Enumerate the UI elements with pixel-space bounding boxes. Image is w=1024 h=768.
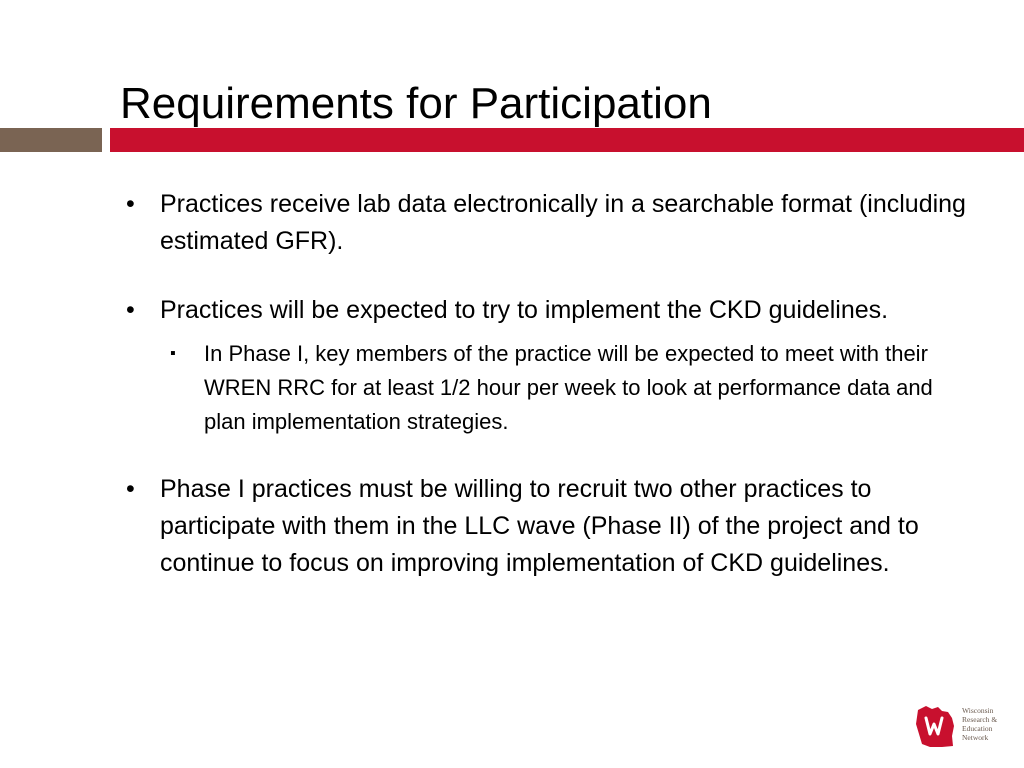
logo-line: Research &	[962, 715, 998, 724]
wisconsin-state-icon	[912, 700, 960, 752]
sub-bullet-list	[160, 337, 978, 439]
bullet-item	[118, 292, 978, 439]
slide-title: Requirements for Participation	[120, 79, 712, 128]
bullet-marker: •	[126, 296, 135, 324]
bullet-marker: •	[126, 475, 135, 503]
logo-line: Network	[962, 733, 989, 742]
wren-logo	[912, 700, 1022, 752]
logo-wordmark	[962, 706, 1022, 742]
bullet-item	[118, 471, 978, 582]
bullet-marker: •	[126, 190, 135, 218]
logo-line: Education	[962, 724, 993, 733]
sub-bullet-text: In Phase I, key members of the practice will be expected to meet with their WREN RRC for at least 1/2 hour per week to look at performance data and plan implementation strategies.	[204, 341, 933, 434]
bullet-text: Practices receive lab data electronically in a searchable format (including estimated GFR).	[160, 190, 966, 255]
bullet-text: Practices will be expected to try to implement the CKD guidelines.	[160, 296, 889, 324]
logo-line: Wisconsin	[962, 706, 994, 715]
bullet-text: Phase I practices must be willing to recruit two other practices to participate with them in the LLC wave (Phase II) of the project and to continue to focus on improving implementation of CKD guidelines.	[160, 475, 919, 577]
title-underline-right	[110, 128, 1024, 152]
title-underline-left	[0, 128, 102, 152]
bullet-item	[118, 186, 978, 260]
sub-bullet-marker: ▪	[170, 345, 176, 362]
sub-bullet-item	[170, 337, 978, 439]
bullet-list	[118, 186, 978, 582]
